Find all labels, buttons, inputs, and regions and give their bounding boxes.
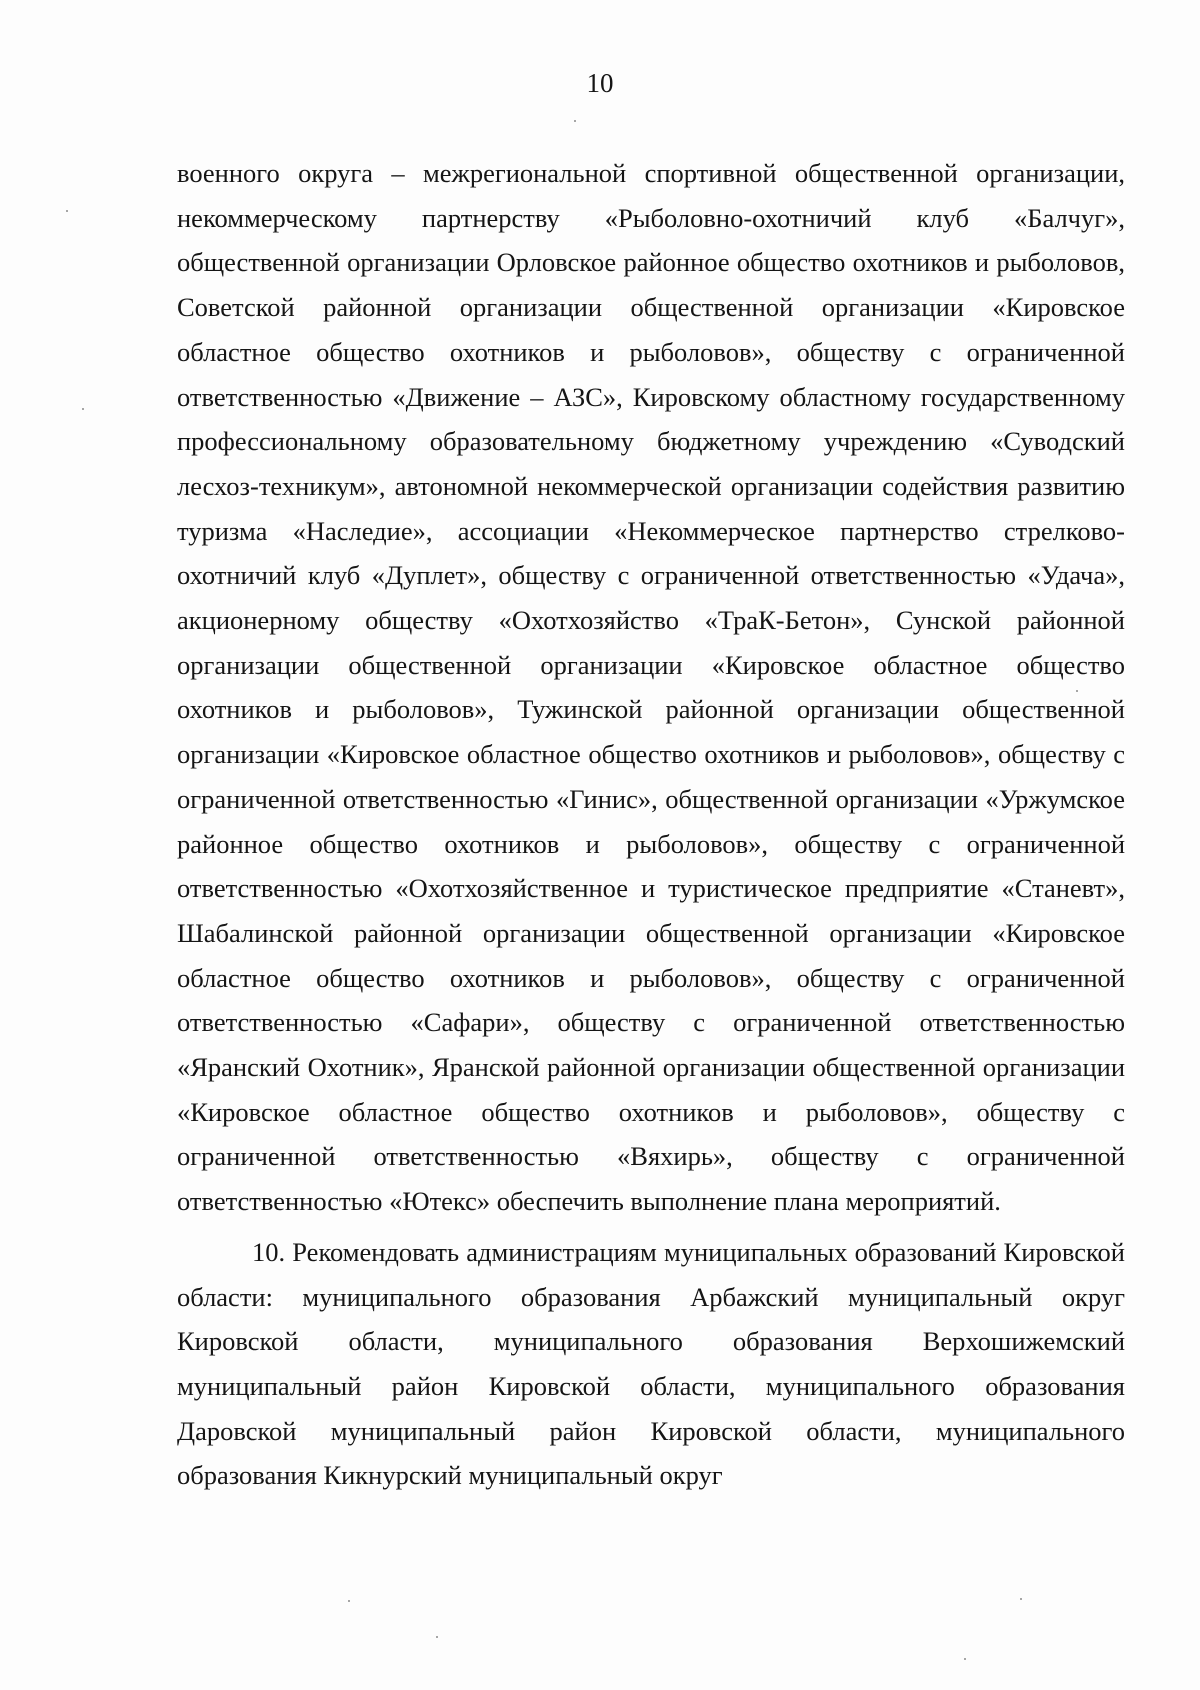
paragraph-continuation: военного округа – межрегиональной спортивной общественной организации, некоммерческому партнерству «Рыболовно-охотничий клуб «Балчуг», общественной организации Орловское районное общество охотников и рыболовов, Советской районной организации общественной организации «Кировское областное общество охотников и рыболовов», обществу с ограниченной ответственностью «Движение – АЗС», Кировскому областному государственному профессиональному образовательному бюджетному учреждению «Суводский лесхоз-техникум», автономной некоммерческой организации содействия развитию туризма «Наследие», ассоциации «Некоммерческое партнерство стрелково-охотничий клуб «Дуплет», обществу с ограниченной ответственностью «Удача», акционерному обществу «Охотхозяйство «ТраК-Бетон», Сунской районной организации общественной организации «Кировское областное общество охотников и рыболовов», Тужинской районной организации общественной организации «Кировское областное общество охотников и рыболовов», обществу с ограниченной ответственностью «Гинис», общественной организации «Уржумское районное общество охотников и рыболовов», обществу с ограниченной ответственностью «Охотхозяйственное и туристическое предприятие «Станевт», Шабалинской районной организации общественной организации «Кировское областное общество охотников и рыболовов», обществу с ограниченной ответственностью «Сафари», обществу с ограниченной ответственностью «Яранский Охотник», Яранской районной организации общественной организации «Кировское областное общество охотников и рыболовов», обществу с ограниченной ответственностью «Вяхирь», обществу с ограниченной ответственностью «Ютекс» обеспечить выполнение плана мероприятий. bbox=[177, 158, 1125, 1217]
scan-speck bbox=[574, 120, 576, 122]
scan-speck bbox=[1076, 690, 1078, 692]
scan-speck bbox=[1020, 1598, 1022, 1600]
scan-speck bbox=[436, 1636, 438, 1638]
scan-speck bbox=[964, 1658, 966, 1660]
scan-speck bbox=[66, 210, 68, 212]
page-number: 10 bbox=[586, 68, 614, 98]
scan-speck bbox=[82, 408, 84, 410]
document-body bbox=[177, 151, 1125, 1498]
paragraph-item-10: 10. Рекомендовать администрациям муниципальных образований Кировской области: муниципального образования Арбажский муниципальный округ Кировской области, муниципального образования Верхошижемский муниципальный район Кировской области, муниципального образования Даровской муниципальный район Кировской области, муниципального образования Кикнурский муниципальный округ bbox=[177, 1236, 1125, 1491]
scan-speck bbox=[348, 1600, 350, 1602]
